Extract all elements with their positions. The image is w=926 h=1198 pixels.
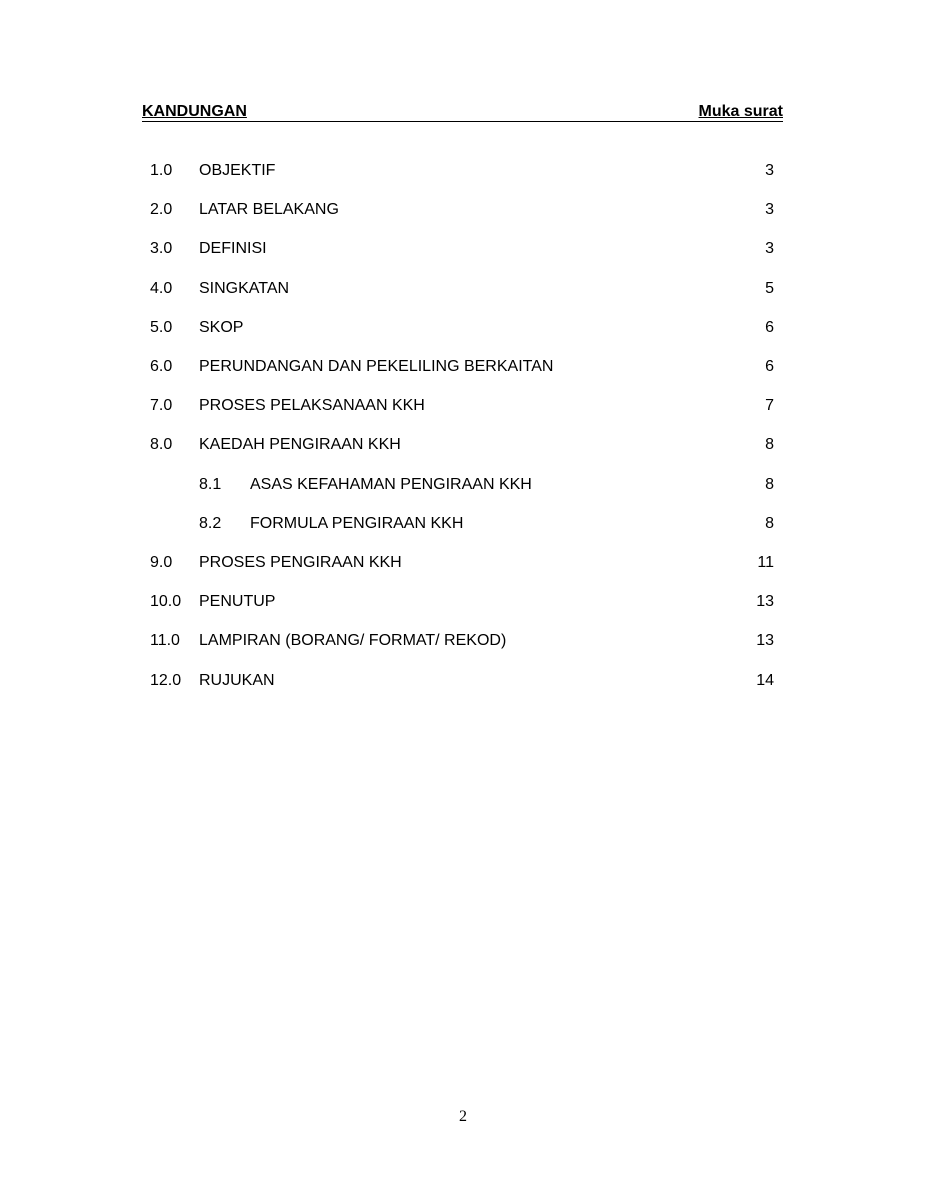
toc-entry-title: LATAR BELAKANG [199,201,339,219]
toc-entry-title: OBJEKTIF [199,162,276,179]
toc-entry-title: SINGKATAN [199,279,290,297]
toc-entry-number: 8.0 [150,436,173,454]
toc-entry [142,630,774,652]
toc-entry-title: FORMULA PENGIRAAN KKH [250,514,464,532]
toc-entry [142,238,774,260]
toc-entry-page: 3 [765,162,774,179]
toc-entry-title: KAEDAH PENGIRAAN KKH [199,436,401,454]
toc-entry-title: PROSES PENGIRAAN KKH [199,554,402,571]
page-column-heading: Muka surat [698,103,783,120]
toc-entry [142,552,774,574]
toc-entry-number: 8.1 [199,475,222,493]
toc-entry-title: LAMPIRAN (BORANG/ FORMAT/ REKOD) [199,632,507,650]
toc-entry-page: 8 [765,436,774,454]
toc-entry-page: 7 [765,397,774,415]
toc-entry [142,434,774,456]
toc-entry [142,317,774,339]
toc-entry-page: 8 [765,514,774,532]
toc-entry [142,278,774,300]
toc-entry [142,160,774,182]
toc-header [142,102,783,122]
toc-entry-page: 6 [765,358,774,375]
toc-entry-page: 3 [765,201,774,219]
toc-heading: KANDUNGAN [142,103,247,120]
toc-entry-number: 6.0 [150,358,173,375]
toc-entry-page: 6 [765,318,774,336]
toc-entry-page: 13 [756,593,774,611]
toc-entry-title: PERUNDANGAN DAN PEKELILING BERKAITAN [199,358,554,375]
toc-entry-page: 8 [765,475,774,493]
toc-entry [142,591,774,613]
toc-entry-number: 12.0 [150,671,182,689]
page-number: 2 [459,1108,467,1125]
toc-entry-title: PENUTUP [199,593,276,611]
toc-entry-number: 4.0 [150,279,173,297]
toc-entry-title: RUJUKAN [199,671,275,689]
toc-entry [142,670,774,692]
toc-entry-page: 5 [765,279,774,297]
toc-entry-number: 9.0 [150,554,173,571]
toc-entry-page: 13 [756,632,774,650]
toc-entry-number: 3.0 [150,240,173,258]
toc-entry-number: 7.0 [150,397,173,415]
toc-entry-number: 11.0 [150,632,180,650]
toc-entry-title: ASAS KEFAHAMAN PENGIRAAN KKH [250,475,532,493]
toc-entry-page: 3 [765,240,774,258]
toc-entry-page: 14 [756,671,774,689]
toc-entry [142,199,774,221]
toc-entry-number: 2.0 [150,201,173,219]
toc-entry [142,474,774,496]
toc-entry-title: PROSES PELAKSANAAN KKH [199,397,425,415]
toc-entry-number: 1.0 [150,162,173,179]
toc-entry-number: 8.2 [199,514,222,532]
toc-entry-title: DEFINISI [199,240,267,258]
toc-entry-number: 10.0 [150,593,182,611]
toc-entry [142,395,774,417]
toc-entry-page: 11 [757,554,774,571]
toc-entry-title: SKOP [199,318,244,336]
toc-entry [142,513,774,535]
toc-entry [142,356,774,378]
toc-entry-number: 5.0 [150,318,173,336]
